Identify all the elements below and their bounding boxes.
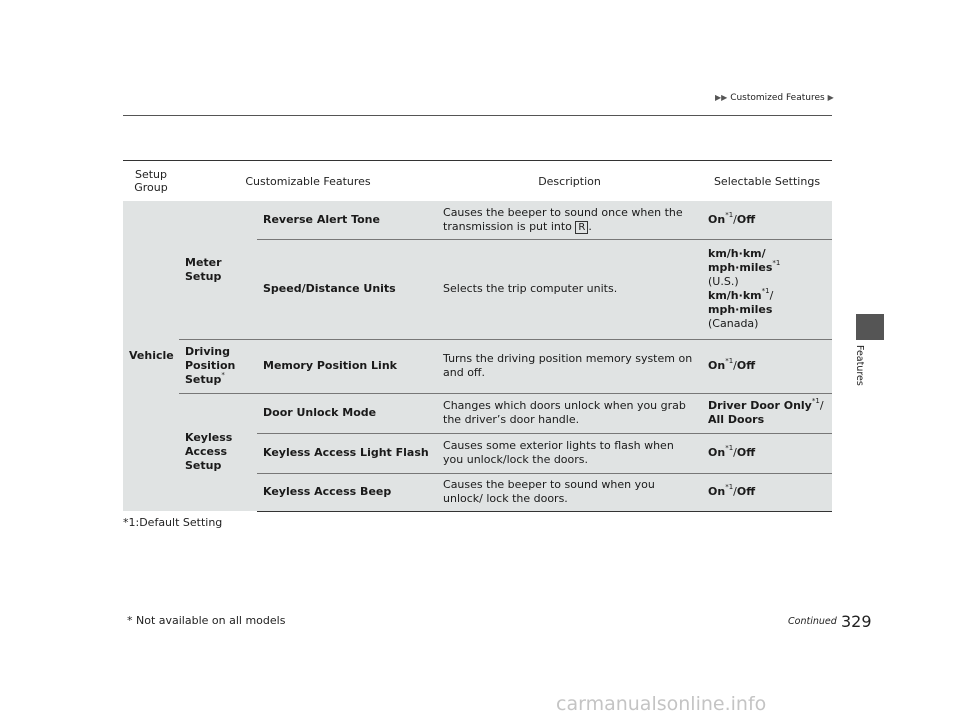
description-door-unlock-mode: Changes which doors unlock when you grab the driver’s door handle. <box>437 393 702 433</box>
breadcrumb-arrow-icon: ▶ <box>827 93 834 102</box>
feature-door-unlock-mode: Door Unlock Mode <box>257 393 437 433</box>
table-row <box>123 339 832 393</box>
header-customizable-features: Customizable Features <box>179 161 437 202</box>
setting-on: On <box>708 212 726 226</box>
breadcrumb-label: Customized Features <box>730 93 825 103</box>
description-keyless-access-beep: Causes the beeper to sound when you unlock/ lock the doors. <box>437 473 702 511</box>
default-marker: *1 <box>761 287 770 295</box>
region-canada: (Canada) <box>708 317 759 330</box>
region-us: (U.S.) <box>708 275 739 288</box>
watermark: carmanualsonline.info <box>556 693 767 715</box>
continued-label: Continued <box>788 616 837 627</box>
description-end: . <box>588 219 592 233</box>
default-marker: *1 <box>772 259 781 267</box>
setting-mph-miles: mph·miles <box>708 303 773 316</box>
setting-separator: / <box>769 289 774 302</box>
subgroup-label: Driving Position Setup <box>185 345 236 386</box>
table-row <box>123 201 832 239</box>
customization-table <box>123 160 832 512</box>
setting-separator: / <box>733 485 737 498</box>
setting-kmh-km: km/h·km <box>708 289 762 302</box>
setting-mph-miles: mph·miles <box>708 261 773 274</box>
page-number: 329 <box>841 612 872 631</box>
header-divider <box>123 115 832 116</box>
setting-separator: / <box>819 399 824 412</box>
description-text: Causes the beeper to sound once when the transmission is put into <box>443 205 683 233</box>
header-description: Description <box>437 161 702 202</box>
settings-door-unlock-mode <box>702 393 832 433</box>
description-reverse-alert-tone <box>437 201 702 239</box>
table-header-row <box>123 161 832 202</box>
header-setup-group: Setup Group <box>123 161 179 202</box>
setting-off: Off <box>736 485 756 498</box>
default-marker: *1 <box>725 210 734 219</box>
breadcrumb-arrows-icon: ▶▶ <box>715 93 728 102</box>
setting-separator: / <box>733 446 737 459</box>
not-available-marker: * <box>221 371 225 379</box>
setting-all-doors: All Doors <box>708 413 765 426</box>
section-tab-marker <box>856 314 884 340</box>
description-speed-distance-units: Selects the trip computer units. <box>437 239 702 339</box>
settings-keyless-access-beep <box>702 473 832 511</box>
group-vehicle: Vehicle <box>123 201 179 511</box>
settings-speed-distance-units <box>702 239 832 339</box>
description-keyless-access-light-flash: Causes some exterior lights to flash when you unlock/lock the doors. <box>437 433 702 473</box>
feature-reverse-alert-tone: Reverse Alert Tone <box>257 201 437 239</box>
reverse-gear-icon: R <box>575 221 588 234</box>
description-memory-position-link: Turns the driving position memory system on and off. <box>437 339 702 393</box>
section-tab-label: Features <box>854 345 865 386</box>
setting-kmh-km: km/h·km/ <box>708 247 766 260</box>
setting-on: On <box>708 485 726 498</box>
settings-keyless-access-light-flash <box>702 433 832 473</box>
header-selectable-settings: Selectable Settings <box>702 161 832 202</box>
setting-on: On <box>708 359 726 372</box>
setting-off: Off <box>736 446 756 459</box>
section-tab <box>853 345 867 425</box>
setting-on: On <box>708 446 726 459</box>
default-marker: *1 <box>725 357 734 365</box>
default-setting-footnote: *1:Default Setting <box>123 516 223 529</box>
availability-note: * Not available on all models <box>127 614 286 627</box>
subgroup-driving-position-setup <box>179 339 257 393</box>
subgroup-meter-setup: Meter Setup <box>179 201 257 339</box>
default-marker: *1 <box>811 397 820 405</box>
table-row <box>123 393 832 433</box>
settings-reverse-alert-tone <box>702 201 832 239</box>
setting-off: Off <box>736 212 756 226</box>
feature-memory-position-link: Memory Position Link <box>257 339 437 393</box>
feature-keyless-access-light-flash: Keyless Access Light Flash <box>257 433 437 473</box>
setting-separator: / <box>733 212 737 226</box>
subgroup-keyless-access-setup: Keyless Access Setup <box>179 393 257 511</box>
breadcrumb <box>715 93 834 103</box>
setting-separator: / <box>733 359 737 372</box>
default-marker: *1 <box>725 444 734 452</box>
feature-speed-distance-units: Speed/Distance Units <box>257 239 437 339</box>
feature-keyless-access-beep: Keyless Access Beep <box>257 473 437 511</box>
setting-driver-door-only: Driver Door Only <box>708 399 812 412</box>
default-marker: *1 <box>725 483 734 491</box>
setting-off: Off <box>736 359 756 372</box>
settings-memory-position-link <box>702 339 832 393</box>
